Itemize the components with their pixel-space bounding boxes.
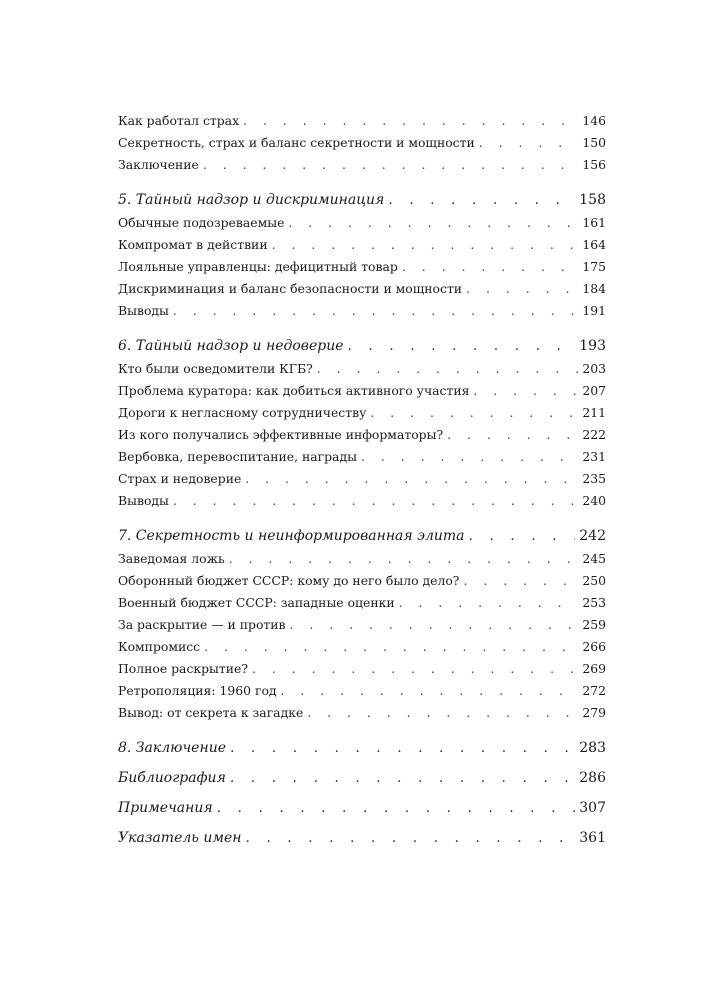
toc-entry-title: Лояльные управленцы: дефицитный товар xyxy=(118,259,398,274)
toc-entry xyxy=(118,110,606,132)
dot-leader xyxy=(447,424,578,446)
toc-chapter-title: Примечания xyxy=(118,800,213,816)
toc-chapter-title: 6. Тайный надзор и недоверие xyxy=(118,338,344,354)
toc-chapter-title: 8. Заключение xyxy=(118,740,226,756)
toc-chapter xyxy=(118,826,606,850)
toc-entry-title: Из кого получались эффективные информаторы? xyxy=(118,427,444,442)
toc-entry-page: 259 xyxy=(582,617,606,632)
dot-leader xyxy=(317,358,579,380)
toc-entry xyxy=(118,300,606,322)
toc-entry xyxy=(118,702,606,724)
toc-entry-page: 253 xyxy=(582,595,606,610)
toc-chapter-title: 7. Секретность и неинформированная элита xyxy=(118,528,465,544)
toc-chapter xyxy=(118,188,606,212)
dot-leader xyxy=(173,300,578,322)
toc-entry-title: Вывод: от секрета к загадке xyxy=(118,705,304,720)
dot-leader xyxy=(229,548,579,570)
toc-entry xyxy=(118,424,606,446)
toc-entry xyxy=(118,212,606,234)
dot-leader xyxy=(402,256,579,278)
dot-leader xyxy=(388,188,575,212)
toc-entry-title: Компромат в действии xyxy=(118,237,268,252)
toc-chapter-title: Библиография xyxy=(118,770,226,786)
dot-leader xyxy=(217,796,576,820)
toc-chapter-page: 283 xyxy=(579,740,606,756)
toc-chapter-page: 158 xyxy=(579,192,606,208)
toc-chapter-page: 361 xyxy=(579,830,606,846)
dot-leader xyxy=(370,402,578,424)
toc-entry-title: Выводы xyxy=(118,493,169,508)
toc-entry xyxy=(118,278,606,300)
toc-entry xyxy=(118,358,606,380)
toc-entry xyxy=(118,380,606,402)
toc-entry xyxy=(118,614,606,636)
toc-entry-title: Выводы xyxy=(118,303,169,318)
toc-chapter xyxy=(118,334,606,358)
toc-entry xyxy=(118,154,606,176)
toc-chapter-page: 286 xyxy=(579,770,606,786)
dot-leader xyxy=(290,614,579,636)
dot-leader xyxy=(479,132,579,154)
toc-entry-title: Вербовка, перевоспитание, награды xyxy=(118,449,357,464)
toc-entry-page: 184 xyxy=(582,281,606,296)
toc-entry-page: 146 xyxy=(582,113,606,128)
dot-leader xyxy=(204,636,578,658)
toc-entry-page: 250 xyxy=(582,573,606,588)
toc-entry-page: 240 xyxy=(582,493,606,508)
toc-entry-page: 245 xyxy=(582,551,606,566)
toc-entry-title: Оборонный бюджет СССР: кому до него было дело? xyxy=(118,573,460,588)
dot-leader xyxy=(173,490,578,512)
toc-entry-title: Секретность, страх и баланс секретности и мощности xyxy=(118,135,475,150)
toc-entry-page: 191 xyxy=(582,303,606,318)
dot-leader xyxy=(230,736,575,760)
toc-entry xyxy=(118,548,606,570)
toc-entry-page: 156 xyxy=(582,157,606,172)
toc-chapter-page: 307 xyxy=(579,800,606,816)
toc-entry-title: Полное раскрытие? xyxy=(118,661,249,676)
toc-entry-title: Заведомая ложь xyxy=(118,551,225,566)
toc-entry-title: Компромисс xyxy=(118,639,201,654)
dot-leader xyxy=(272,234,579,256)
dot-leader xyxy=(252,658,578,680)
toc-entry-page: 266 xyxy=(582,639,606,654)
toc-entry-page: 164 xyxy=(582,237,606,252)
toc-entry-title: Ретрополяция: 1960 год xyxy=(118,683,277,698)
toc-entry-title: За раскрытие — и против xyxy=(118,617,286,632)
toc-entry-page: 231 xyxy=(582,449,606,464)
toc-entry-title: Страх и недоверие xyxy=(118,471,242,486)
dot-leader xyxy=(463,570,578,592)
toc-entry xyxy=(118,402,606,424)
toc-entry-page: 211 xyxy=(582,405,606,420)
table-of-contents xyxy=(118,110,606,850)
dot-leader xyxy=(466,278,578,300)
dot-leader xyxy=(348,334,576,358)
toc-entry-title: Дороги к негласному сотрудничеству xyxy=(118,405,367,420)
toc-entry-page: 175 xyxy=(582,259,606,274)
dot-leader xyxy=(473,380,578,402)
toc-entry-page: 203 xyxy=(582,361,606,376)
toc-chapter xyxy=(118,766,606,790)
toc-entry-title: Дискриминация и баланс безопасности и мощности xyxy=(118,281,463,296)
toc-entry xyxy=(118,636,606,658)
toc-entry xyxy=(118,658,606,680)
toc-entry xyxy=(118,680,606,702)
toc-entry-title: Кто были осведомители КГБ? xyxy=(118,361,313,376)
dot-leader xyxy=(399,592,579,614)
toc-chapter xyxy=(118,736,606,760)
toc-chapter-title: Указатель имен xyxy=(118,830,242,846)
toc-entry xyxy=(118,468,606,490)
dot-leader xyxy=(469,524,576,548)
toc-entry-page: 269 xyxy=(582,661,606,676)
toc-entry-page: 279 xyxy=(582,705,606,720)
dot-leader xyxy=(245,826,575,850)
toc-entry-title: Военный бюджет СССР: западные оценки xyxy=(118,595,395,610)
toc-chapter-page: 242 xyxy=(579,528,606,544)
toc-chapter-title: 5. Тайный надзор и дискриминация xyxy=(118,192,385,208)
toc-entry-title: Проблема куратора: как добиться активного участия xyxy=(118,383,470,398)
toc-entry xyxy=(118,132,606,154)
toc-entry-page: 235 xyxy=(582,471,606,486)
toc-chapter xyxy=(118,796,606,820)
toc-entry-title: Обычные подозреваемые xyxy=(118,215,285,230)
toc-entry xyxy=(118,446,606,468)
toc-entry-page: 222 xyxy=(582,427,606,442)
toc-entry xyxy=(118,570,606,592)
toc-entry xyxy=(118,256,606,278)
toc-entry xyxy=(118,234,606,256)
dot-leader xyxy=(243,110,578,132)
toc-entry-title: Заключение xyxy=(118,157,199,172)
toc-entry-page: 272 xyxy=(582,683,606,698)
dot-leader xyxy=(203,154,578,176)
toc-entry xyxy=(118,592,606,614)
toc-chapter xyxy=(118,524,606,548)
dot-leader xyxy=(281,680,579,702)
dot-leader xyxy=(230,766,575,790)
dot-leader xyxy=(245,468,578,490)
toc-chapter-page: 193 xyxy=(579,338,606,354)
dot-leader xyxy=(307,702,578,724)
toc-entry-page: 150 xyxy=(582,135,606,150)
dot-leader xyxy=(361,446,578,468)
dot-leader xyxy=(288,212,578,234)
toc-entry xyxy=(118,490,606,512)
toc-entry-page: 207 xyxy=(582,383,606,398)
toc-entry-title: Как работал страх xyxy=(118,113,240,128)
toc-entry-page: 161 xyxy=(582,215,606,230)
